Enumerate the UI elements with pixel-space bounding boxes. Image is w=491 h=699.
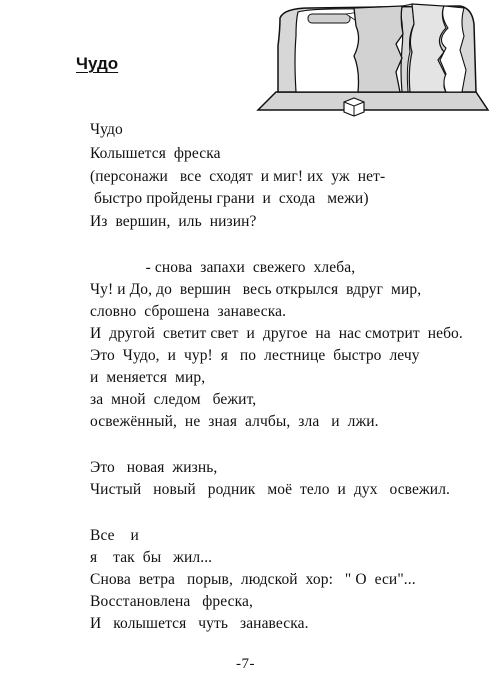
poem-line: Колышется фреска [90,145,221,162]
poem-line: быстро пройдены грани и схода межи) [90,190,369,207]
poem-line: - снова запахи свежего хлеба, [90,259,356,276]
poem-title: Чудо [76,54,119,73]
poem-line: Все и [90,527,139,544]
poem-line: и меняется мир, [90,369,206,386]
poem-line: Чудо [90,121,123,138]
poem-line: Восстановлена фреска, [90,593,253,610]
poem-line: (персонажи все сходят и миг! их уж нет- [90,168,386,185]
poem-line: я так бы жил... [90,549,213,566]
poem-line: за мной следом бежит, [90,391,257,408]
poem-line: И другой светит свет и другое на нас смотрит небо. [90,325,463,342]
poem-line: Чистый новый родник моё тело и дух освежил. [90,481,451,498]
poem-line: словно сброшена занавеска. [90,303,287,320]
poem-line: освежённый, не зная алчбы, зла и лжи. [90,413,379,430]
poem-line: И колышется чуть занавеска. [90,615,309,632]
page-number: -7- [236,656,255,672]
poem-line: Из вершин, иль низин? [90,213,257,230]
poem-line: Снова ветра порыв, людской хор: " О еси"... [90,571,416,588]
poem-line: Это Чудо, и чур! я по лестнице быстро лечу [90,347,420,364]
poem-line: Это новая жизнь, [90,459,218,476]
poem-line: Чу! и До, до вершин весь открылся вдруг мир, [90,281,422,298]
